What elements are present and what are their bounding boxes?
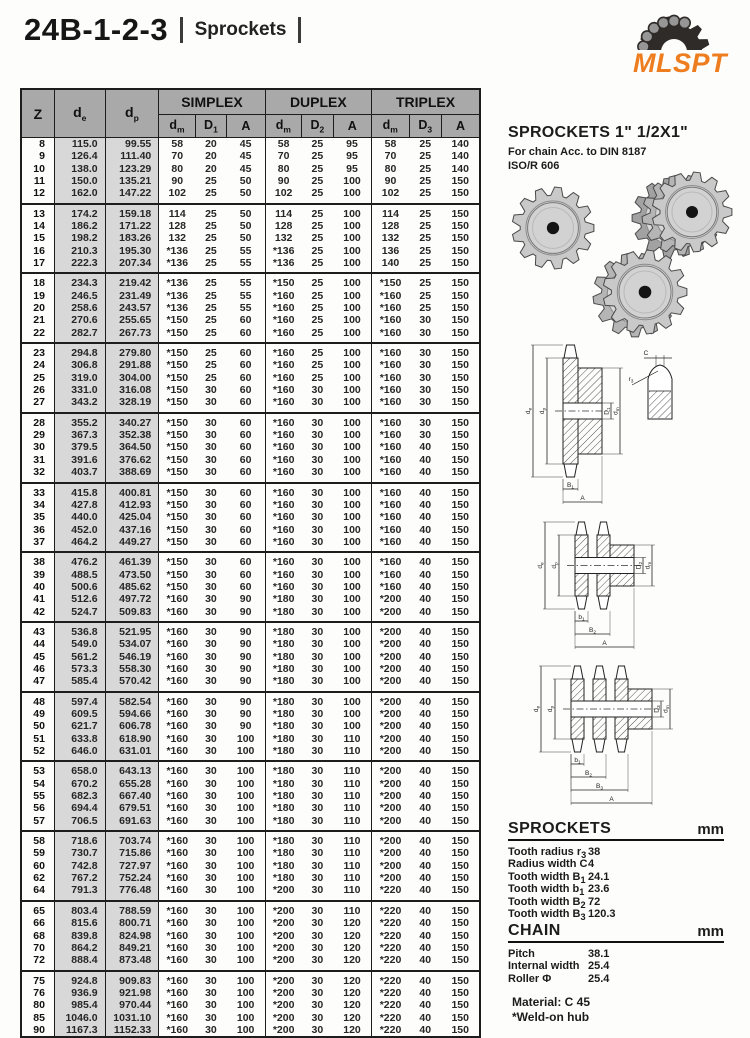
weld-note: *Weld-on hub bbox=[512, 1010, 590, 1024]
table-row: 19 246.5 231.49 *136 25 55 *160 25 100 *160 25 150 bbox=[21, 290, 480, 302]
table-row: 35 440.0 425.04 *150 30 60 *160 30 100 *160 40 150 bbox=[21, 511, 480, 523]
chain-spec-header bbox=[508, 922, 724, 943]
svg-text:B2: $B_2$ bbox=[584, 770, 593, 779]
table-row: 55 682.3 667.40 *160 30 100 *180 30 110 *200 40 150 bbox=[21, 790, 480, 802]
col-group-triplex: TRIPLEX bbox=[372, 89, 480, 115]
page-title: 24B-1-2-3 bbox=[24, 12, 169, 47]
material-note bbox=[512, 995, 590, 1025]
table-row: 54 670.2 655.28 *160 30 100 *180 30 110 *200 40 150 bbox=[21, 778, 480, 790]
svg-text:D3: $D_3$ bbox=[653, 705, 662, 713]
table-row: 37 464.2 449.27 *150 30 60 *160 30 100 *160 40 150 bbox=[21, 536, 480, 548]
table-row: 50 621.7 606.78 *160 30 90 *180 30 100 *200 40 150 bbox=[21, 720, 480, 732]
table-row: 60 742.8 727.97 *160 30 100 *180 30 110 *200 40 150 bbox=[21, 860, 480, 872]
table-row: 57 706.5 691.63 *160 30 100 *180 30 110 *200 40 150 bbox=[21, 815, 480, 827]
svg-text:B2: $B_2$ bbox=[588, 627, 597, 636]
table-row: 43 536.8 521.95 *160 30 90 *180 30 100 *200 40 150 bbox=[21, 626, 480, 638]
svg-text:D1: $D_1$ bbox=[603, 407, 612, 415]
divider-bar bbox=[298, 17, 301, 43]
table-row: 53 658.0 643.13 *160 30 100 *180 30 110 *200 40 150 bbox=[21, 765, 480, 777]
svg-text:b1: $b_1$ bbox=[578, 614, 585, 623]
table-row: 24 306.8 291.88 *150 25 60 *160 25 100 *160 30 150 bbox=[21, 360, 480, 372]
spec-row bbox=[508, 973, 724, 985]
table-row: 62 767.2 752.24 *160 30 100 *180 30 110 *200 40 150 bbox=[21, 872, 480, 884]
table-row: 72 888.4 873.48 *160 30 100 *200 30 120 *220 40 150 bbox=[21, 954, 480, 966]
spec-label: Radius width C bbox=[508, 858, 588, 871]
sprockets-spec-header bbox=[508, 820, 724, 841]
table-row: 75 924.8 909.83 *160 30 100 *200 30 120 *220 40 150 bbox=[21, 975, 480, 987]
spec-label: Internal width bbox=[508, 960, 580, 973]
table-row: 15 198.2 183.26 132 25 50 132 25 100 132 25 150 bbox=[21, 232, 480, 244]
group-separator bbox=[21, 618, 480, 626]
svg-text:dm: $d_m$ bbox=[644, 561, 653, 570]
table-row: 30 379.5 364.50 *150 30 60 *160 30 100 *160 40 150 bbox=[21, 442, 480, 454]
side-standard-line2: ISO/R 606 bbox=[508, 160, 560, 172]
group-separator bbox=[21, 548, 480, 556]
svg-text:dm: $d_m$ bbox=[662, 705, 671, 713]
svg-text:C: C bbox=[643, 350, 649, 357]
spec-row bbox=[508, 858, 724, 870]
table-row: 23 294.8 279.80 *150 25 60 *160 25 100 *160 30 150 bbox=[21, 347, 480, 359]
col-header-d1: $D_1$ bbox=[195, 115, 226, 138]
col-header-dp: $d_p$ bbox=[105, 89, 159, 138]
col-group-simplex: SIMPLEX bbox=[159, 89, 265, 115]
table-row: 21 270.6 255.65 *150 25 60 *160 25 100 *160 30 150 bbox=[21, 314, 480, 326]
group-separator bbox=[21, 479, 480, 487]
table-row: 13 174.2 159.18 114 25 50 114 25 100 114 25 150 bbox=[21, 208, 480, 220]
table-row: 90 1167.3 1152.33 *160 30 100 *200 30 120 *220 40 150 bbox=[21, 1024, 480, 1037]
table-row: 33 415.8 400.81 *150 30 60 *160 30 100 *160 40 150 bbox=[21, 487, 480, 499]
table-row: 31 391.6 376.62 *150 30 60 *160 30 100 *160 40 150 bbox=[21, 454, 480, 466]
svg-text:A: A bbox=[609, 796, 614, 803]
duplex-section-drawing bbox=[535, 518, 743, 658]
main-table bbox=[20, 88, 481, 1038]
table-row: 38 476.2 461.39 *150 30 60 *160 30 100 *160 40 150 bbox=[21, 556, 480, 568]
svg-text:r3: $r_3$ bbox=[628, 376, 634, 385]
table-row: 18 234.3 219.42 *136 25 55 *150 25 100 *150 25 150 bbox=[21, 277, 480, 289]
spec-row bbox=[508, 960, 724, 972]
spec-row bbox=[508, 846, 724, 861]
spec-row bbox=[508, 907, 724, 923]
table-row: 41 512.6 497.72 *160 30 90 *180 30 100 *200 40 150 bbox=[21, 593, 480, 605]
svg-text:A: A bbox=[580, 495, 585, 502]
table-row: 42 524.7 509.83 *160 30 90 *180 30 100 *200 40 150 bbox=[21, 606, 480, 618]
spec-value: 25.4 bbox=[588, 972, 610, 985]
spec-value: 38.1 bbox=[588, 948, 610, 960]
side-standard-line1: For chain Acc. to DIN 8187 bbox=[508, 146, 647, 158]
page-header bbox=[24, 12, 301, 48]
table-row: 56 694.4 679.51 *160 30 100 *180 30 110 *200 40 150 bbox=[21, 803, 480, 815]
table-row: 32 403.7 388.69 *150 30 60 *160 30 100 *160 40 150 bbox=[21, 466, 480, 478]
group-separator bbox=[21, 897, 480, 905]
divider-bar bbox=[180, 17, 183, 43]
table-row: 17 222.3 207.34 *136 25 55 *136 25 100 140 25 150 bbox=[21, 257, 480, 269]
table-row: 44 549.0 534.07 *160 30 90 *180 30 100 *200 40 150 bbox=[21, 638, 480, 650]
simplex-section-drawing bbox=[523, 341, 745, 513]
table-row: 39 488.5 473.50 *150 30 60 *160 30 100 *160 40 150 bbox=[21, 569, 480, 581]
chain-spec-title: CHAIN bbox=[508, 922, 561, 939]
table-row: 34 427.8 412.93 *150 30 60 *160 30 100 *160 40 150 bbox=[21, 499, 480, 511]
table-row: 20 258.6 243.57 *136 25 55 *160 25 100 *160 25 150 bbox=[21, 302, 480, 314]
brand-name: MLSPT bbox=[633, 48, 727, 78]
svg-text:de: $d_e$ bbox=[537, 562, 546, 569]
table-row: 51 633.8 618.90 *160 30 100 *180 30 110 *200 40 150 bbox=[21, 733, 480, 745]
table-row: 48 597.4 582.54 *160 30 90 *180 30 100 *200 40 150 bbox=[21, 696, 480, 708]
spec-value: 38 bbox=[588, 846, 601, 858]
table-row: 52 646.0 631.01 *160 30 100 *180 30 110 *200 40 150 bbox=[21, 745, 480, 757]
spec-label: Tooth width $b_1$ bbox=[508, 883, 585, 898]
col-header-z: Z bbox=[21, 89, 54, 138]
spec-label: Roller Φ bbox=[508, 972, 552, 985]
spec-value: 4 bbox=[588, 858, 595, 871]
table-row: 10 138.0 123.29 80 20 45 80 25 95 80 25 140 bbox=[21, 163, 480, 175]
spec-row bbox=[508, 871, 724, 883]
table-row: 9 126.4 111.40 70 20 45 70 25 95 70 25 140 bbox=[21, 150, 480, 162]
table-row: 36 452.0 437.16 *150 30 60 *160 30 100 *160 40 150 bbox=[21, 524, 480, 536]
col-header-d3: $D_3$ bbox=[409, 115, 441, 138]
sprockets-spec-title: SPROCKETS bbox=[508, 820, 612, 837]
svg-text:dp: $d_p$ bbox=[547, 705, 556, 713]
table-row: 68 839.8 824.98 *160 30 100 *200 30 120 *220 40 150 bbox=[21, 930, 480, 942]
table-row: 59 730.7 715.86 *160 30 100 *180 30 110 *200 40 150 bbox=[21, 848, 480, 860]
table-row: 47 585.4 570.42 *160 30 90 *180 30 100 *200 40 150 bbox=[21, 675, 480, 687]
spec-row bbox=[508, 896, 724, 908]
table-row: 40 500.6 485.62 *150 30 60 *160 30 100 *160 40 150 bbox=[21, 581, 480, 593]
spec-value: 24.1 bbox=[588, 870, 610, 883]
table-row: 27 343.2 328.19 *150 30 60 *160 30 100 *160 30 150 bbox=[21, 397, 480, 409]
col-header-dm: $d_m$ bbox=[265, 115, 301, 138]
spec-label: Tooth width $B_1$ bbox=[508, 870, 586, 885]
spec-value: 72 bbox=[588, 895, 601, 908]
triplex-section-drawing bbox=[531, 662, 743, 814]
group-separator bbox=[21, 200, 480, 208]
table-row: 29 367.3 352.38 *150 30 60 *160 30 100 *160 30 150 bbox=[21, 429, 480, 441]
col-header-dm: $d_m$ bbox=[159, 115, 195, 138]
col-header-a: A bbox=[441, 115, 480, 138]
col-header-de: $d_e$ bbox=[54, 89, 105, 138]
table-row: 26 331.0 316.08 *150 30 60 *160 30 100 *160 30 150 bbox=[21, 384, 480, 396]
svg-text:dp: $d_p$ bbox=[551, 562, 560, 569]
chain-spec-unit: mm bbox=[697, 923, 724, 940]
table-row: 12 162.0 147.22 102 25 50 102 25 100 102 25 150 bbox=[21, 187, 480, 199]
chain-spec-table bbox=[508, 922, 724, 985]
table-row: 66 815.6 800.71 *160 30 100 *200 30 120 *220 40 150 bbox=[21, 917, 480, 929]
spec-value: 25.4 bbox=[588, 960, 610, 973]
table-row: 45 561.2 546.19 *160 30 90 *180 30 100 *200 40 150 bbox=[21, 651, 480, 663]
svg-text:D2: $D_2$ bbox=[635, 561, 644, 570]
spec-label: Tooth width $B_3$ bbox=[508, 907, 586, 923]
side-heading: SPROCKETS 1" 1/2X1" bbox=[508, 124, 689, 141]
svg-text:B3: $B_3$ bbox=[595, 783, 604, 792]
table-row: 64 791.3 776.48 *160 30 100 *200 30 110 *220 40 150 bbox=[21, 885, 480, 897]
group-separator bbox=[21, 409, 480, 417]
sprockets-spec-table bbox=[508, 820, 724, 923]
table-row: 76 936.9 921.98 *160 30 100 *200 30 120 *220 40 150 bbox=[21, 987, 480, 999]
brand-logo bbox=[612, 6, 738, 78]
group-separator bbox=[21, 827, 480, 835]
spec-label: Pitch bbox=[508, 948, 535, 960]
group-separator bbox=[21, 269, 480, 277]
group-separator bbox=[21, 757, 480, 765]
group-separator bbox=[21, 339, 480, 347]
svg-text:B1: $B_1$ bbox=[566, 482, 575, 491]
col-header-d2: $D_2$ bbox=[302, 115, 333, 138]
table-row: 46 573.3 558.30 *160 30 90 *180 30 100 *200 40 150 bbox=[21, 663, 480, 675]
table-row: 70 864.2 849.21 *160 30 100 *200 30 120 *220 40 150 bbox=[21, 942, 480, 954]
table-row: 16 210.3 195.30 *136 25 55 *136 25 100 136 25 150 bbox=[21, 245, 480, 257]
table-row: 25 319.0 304.00 *150 25 60 *160 25 100 *160 30 150 bbox=[21, 372, 480, 384]
group-separator bbox=[21, 688, 480, 696]
spec-label: Tooth radius $r_3$ bbox=[508, 846, 587, 861]
table-row: 49 609.5 594.66 *160 30 90 *180 30 100 *200 40 150 bbox=[21, 708, 480, 720]
table-row: 58 718.6 703.74 *160 30 100 *180 30 110 *200 40 150 bbox=[21, 835, 480, 847]
table-row: 80 985.4 970.44 *160 30 100 *200 30 120 *220 40 150 bbox=[21, 999, 480, 1011]
spec-row bbox=[508, 883, 724, 898]
table-row: 65 803.4 788.59 *160 30 100 *200 30 110 *220 40 150 bbox=[21, 905, 480, 917]
dimension-table-wrap bbox=[20, 88, 481, 1038]
spec-value: 23.6 bbox=[588, 883, 610, 896]
table-row: 14 186.2 171.22 128 25 50 128 25 100 128 25 150 bbox=[21, 220, 480, 232]
table-row: 11 150.0 135.21 90 25 50 90 25 100 90 25 150 bbox=[21, 175, 480, 187]
spec-value: 120.3 bbox=[588, 907, 616, 920]
spec-row bbox=[508, 948, 724, 960]
table-row: 8 115.0 99.55 58 20 45 58 25 95 58 25 140 bbox=[21, 138, 480, 151]
svg-text:dm: $d_m$ bbox=[612, 407, 621, 415]
sprocket-photos bbox=[505, 166, 750, 338]
col-header-a: A bbox=[227, 115, 266, 138]
svg-text:dp: $d_p$ bbox=[539, 407, 548, 415]
sprocket-chain-logo-icon bbox=[612, 6, 738, 50]
table-row: 28 355.2 340.27 *150 30 60 *160 30 100 *160 30 150 bbox=[21, 417, 480, 429]
svg-text:b1: $b_1$ bbox=[574, 757, 581, 766]
col-header-a: A bbox=[333, 115, 371, 138]
material-line: Material: C 45 bbox=[512, 995, 591, 1009]
svg-text:de: $d_e$ bbox=[525, 407, 534, 415]
group-separator bbox=[21, 967, 480, 975]
spec-label: Tooth width $B_2$ bbox=[508, 895, 586, 910]
svg-text:de: $d_e$ bbox=[533, 705, 542, 713]
table-row: 22 282.7 267.73 *150 25 60 *160 25 100 *160 30 150 bbox=[21, 327, 480, 339]
page-subtitle: Sprockets bbox=[194, 19, 287, 40]
col-header-dm: $d_m$ bbox=[372, 115, 409, 138]
svg-text:A: A bbox=[602, 640, 607, 647]
table-row: 85 1046.0 1031.10 *160 30 100 *200 30 120 *220 40 150 bbox=[21, 1012, 480, 1024]
col-group-duplex: DUPLEX bbox=[265, 89, 371, 115]
sprockets-spec-unit: mm bbox=[697, 821, 724, 838]
